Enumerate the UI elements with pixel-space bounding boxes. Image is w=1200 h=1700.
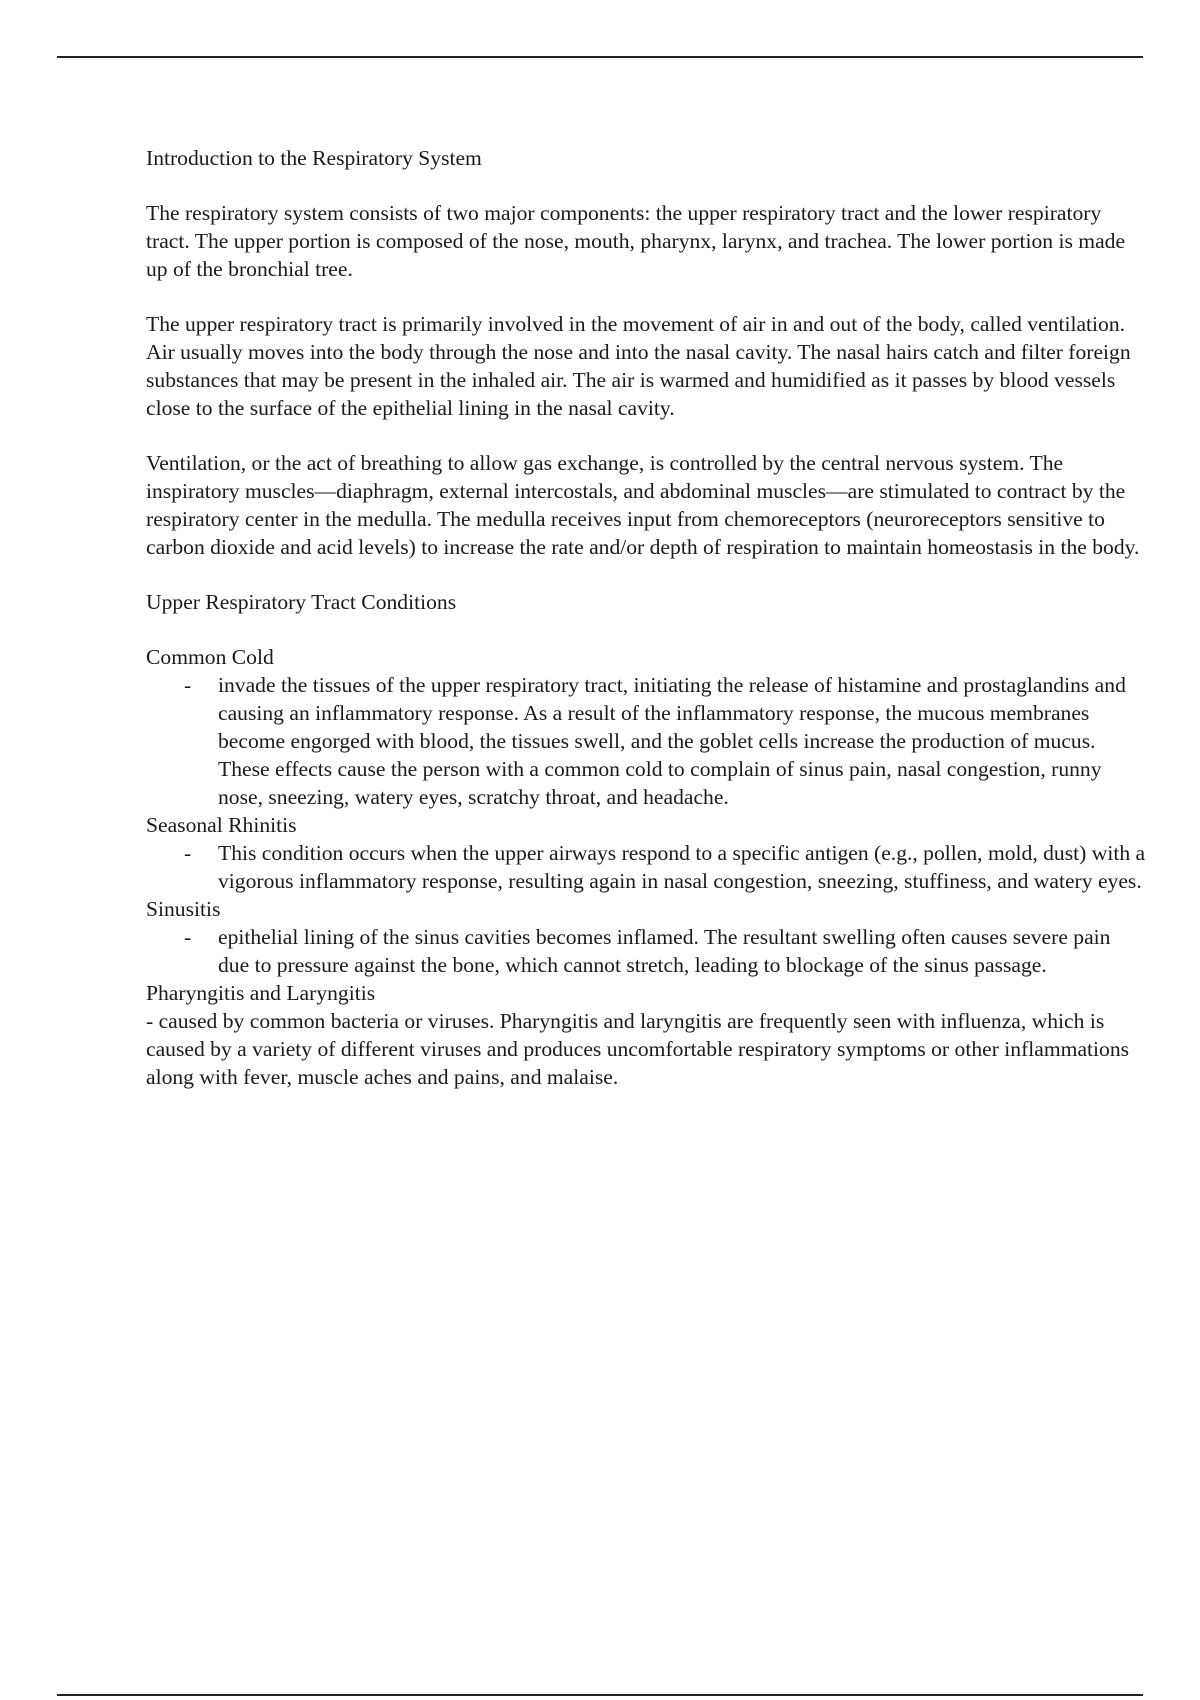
condition-bullet <box>146 923 1146 979</box>
condition-title: Seasonal Rhinitis <box>146 813 297 837</box>
condition-description: invade the tissues of the upper respiratory tract, initiating the release of histamine and prostaglandins and causing an inflammatory response. As a result of the inflammatory response, the mucous membranes become engorged with blood, the tissues swell, and the goblet cells increase the production of mucus. These effects cause the person with a common cold to complain of sinus pain, nasal congestion, runny nose, sneezing, watery eyes, scratchy throat, and headache. <box>218 673 1126 809</box>
condition-description: epithelial lining of the sinus cavities becomes inflamed. The resultant swelling often causes severe pain due to pressure against the bone, which cannot stretch, leading to blockage of the sinus passage. <box>218 925 1111 977</box>
conditions-heading: Upper Respiratory Tract Conditions <box>146 590 457 614</box>
intro-heading: Introduction to the Respiratory System <box>146 146 482 170</box>
top-rule <box>57 56 1143 58</box>
bullet-dash: - <box>184 673 192 697</box>
condition-bullet <box>146 671 1146 811</box>
bullet-dash: - <box>184 925 192 949</box>
condition-title: Sinusitis <box>146 897 221 921</box>
condition-bullet <box>146 839 1146 895</box>
intro-paragraph: The upper respiratory tract is primarily involved in the movement of air in and out of the body, called ventilation. Air usually moves into the body through the nose and into the nasal cavity. The nasal hairs catch and filter foreign substances that may be present in the inhaled air. The air is warmed and humidified as it passes by blood vessels close to the surface of the epithelial lining in the nasal cavity. <box>146 312 1131 420</box>
intro-paragraph: The respiratory system consists of two major components: the upper respiratory tract and the lower respiratory tract. The upper portion is composed of the nose, mouth, pharynx, larynx, and trachea. The lower portion is made up of the bronchial tree. <box>146 201 1126 281</box>
bottom-rule <box>57 1694 1143 1696</box>
condition-description: This condition occurs when the upper airways respond to a specific antigen (e.g., pollen, mold, dust) with a vigorous inflammatory response, resulting again in nasal congestion, sneezing, stuffiness, and watery eyes. <box>218 841 1146 893</box>
condition-title: Pharyngitis and Laryngitis <box>146 981 376 1005</box>
bullet-dash: - <box>184 841 192 865</box>
intro-paragraph: Ventilation, or the act of breathing to allow gas exchange, is controlled by the central nervous system. The inspiratory muscles—diaphragm, external intercostals, and abdominal muscles—are stimulated to contract by the respiratory center in the medulla. The medulla receives input from chemoreceptors (neuroreceptors sensitive to carbon dioxide and acid levels) to increase the rate and/or depth of respiration to maintain homeostasis in the body. <box>146 451 1140 559</box>
document-body <box>146 144 1146 1091</box>
condition-title: Common Cold <box>146 645 274 669</box>
condition-description: - caused by common bacteria or viruses. Pharyngitis and laryngitis are frequently seen with influenza, which is caused by a variety of different viruses and produces uncomfortable respiratory symptoms or other inflammations along with fever, muscle aches and pains, and malaise. <box>146 1009 1130 1089</box>
